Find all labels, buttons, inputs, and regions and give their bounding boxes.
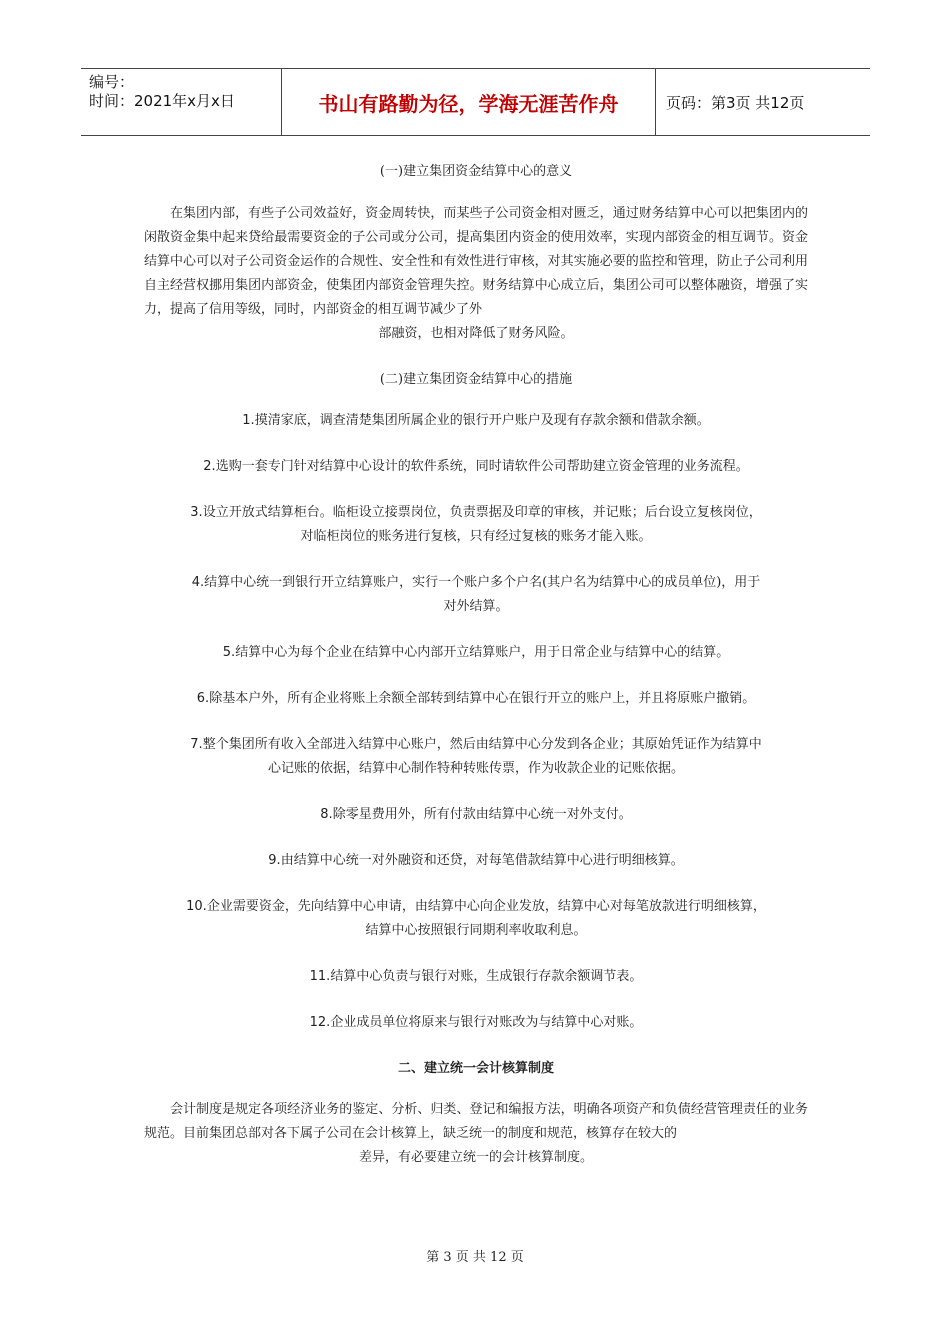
list-item-number: 7. bbox=[190, 737, 203, 752]
list-item-number: 4. bbox=[191, 575, 205, 590]
document-body bbox=[144, 158, 808, 1170]
list-item bbox=[144, 733, 808, 781]
list-item-number: 8. bbox=[320, 807, 333, 822]
header-page-label: 页码：第3页 共12页 bbox=[666, 93, 805, 112]
section-paragraph-1-last-line: 部融资，也相对降低了财务风险。 bbox=[378, 326, 574, 341]
list-item bbox=[144, 409, 808, 433]
list-item-number: 10. bbox=[186, 899, 207, 914]
list-item-line bbox=[144, 525, 808, 549]
list-item-line bbox=[144, 1011, 808, 1035]
list-item-number: 2. bbox=[203, 459, 216, 474]
section-heading-3: 二、建立统一会计核算制度 bbox=[397, 1061, 554, 1076]
list-item-number: 1. bbox=[242, 413, 255, 428]
list-item-text: 摸清家底，调查清楚集团所属企业的银行开户账户及现有存款余额和借款余额。 bbox=[254, 413, 710, 428]
page-footer: 第 3 页 共 12 页 bbox=[426, 1250, 524, 1265]
list-item-text: 除零星费用外，所有付款由结算中心统一对外支付。 bbox=[332, 807, 632, 822]
list-item-text: 选购一套专门针对结算中心设计的软件系统，同时请软件公司帮助建立资金管理的业务流程。 bbox=[215, 459, 749, 474]
list-item bbox=[144, 687, 808, 711]
list-item bbox=[144, 571, 808, 619]
list-item-line bbox=[144, 455, 808, 479]
list-item-number: 3. bbox=[190, 505, 203, 520]
list-item-text: 由结算中心统一对外融资和还贷，对每笔借款结算中心进行明细核算。 bbox=[280, 853, 684, 868]
list-item-line bbox=[144, 571, 808, 595]
header-meta bbox=[81, 69, 281, 135]
list-item-text: 对外结算。 bbox=[443, 599, 509, 614]
document-date-label: 时间：2021年x月x日 bbox=[89, 92, 235, 110]
list-item-line bbox=[144, 919, 808, 943]
list-item bbox=[144, 1011, 808, 1035]
list-item-text: 除基本户外，所有企业将账上余额全部转到结算中心在银行开立的账户上，并且将原账户撤销。 bbox=[209, 691, 756, 706]
section-paragraph-3: 会计制度是规定各项经济业务的鉴定、分析、归类、登记和编报方法，明确各项资产和负债经营管理责任的业务规范。目前集团总部对各下属子公司在会计核算上，缺乏统一的制度和规范，核算存在较大的 bbox=[144, 1102, 808, 1141]
list-item-number: 5. bbox=[222, 645, 236, 660]
section-paragraph-3-last-line: 差异，有必要建立统一的会计核算制度。 bbox=[358, 1150, 593, 1165]
list-item-number: 12. bbox=[309, 1015, 331, 1030]
list-item-text: 企业成员单位将原来与银行对账改为与结算中心对账。 bbox=[330, 1015, 643, 1030]
page-header bbox=[81, 68, 870, 136]
list-item-text: 设立开放式结算柜台。临柜设立接票岗位，负责票据及印章的审核，并记账；后台设立复核岗位， bbox=[202, 505, 762, 520]
list-item-number: 9. bbox=[268, 853, 281, 868]
list-item-line bbox=[144, 501, 808, 525]
list-item-line bbox=[144, 641, 808, 665]
list-item-number: 11. bbox=[309, 969, 331, 984]
list-item-text: 整个集团所有收入全部进入结算中心账户，然后由结算中心分发到各企业；其原始凭证作为结算中 bbox=[202, 737, 762, 752]
section-heading-1: (一)建立集团资金结算中心的意义 bbox=[379, 164, 573, 179]
list-item-line bbox=[144, 409, 808, 433]
list-item bbox=[144, 895, 808, 943]
list-item-number: 6. bbox=[196, 691, 210, 706]
header-motto: 书山有路勤为径，学海无涯苦作舟 bbox=[281, 69, 656, 135]
list-item-line bbox=[144, 687, 808, 711]
list-item-text: 心记账的依据，结算中心制作特种转账传票，作为收款企业的记账依据。 bbox=[267, 761, 684, 776]
section-heading-2: (二)建立集团资金结算中心的措施 bbox=[379, 372, 573, 387]
list-item-line bbox=[144, 733, 808, 757]
list-item-text: 结算中心负责与银行对账，生成银行存款余额调节表。 bbox=[330, 969, 643, 984]
list-item-line bbox=[144, 849, 808, 873]
list-item bbox=[144, 849, 808, 873]
list-item bbox=[144, 965, 808, 989]
list-item-line bbox=[144, 595, 808, 619]
list-item-text: 结算中心按照银行同期利率收取利息。 bbox=[365, 923, 587, 938]
list-item bbox=[144, 501, 808, 549]
document-number-label: 编号： bbox=[89, 73, 135, 91]
list-item-line bbox=[144, 895, 808, 919]
measures-list bbox=[144, 409, 808, 1035]
list-item bbox=[144, 455, 808, 479]
list-item-text: 对临柜岗位的账务进行复核，只有经过复核的账务才能入账。 bbox=[300, 529, 652, 544]
list-item-line bbox=[144, 757, 808, 781]
list-item-text: 结算中心为每个企业在结算中心内部开立结算账户，用于日常企业与结算中心的结算。 bbox=[235, 645, 730, 660]
list-item-line bbox=[144, 965, 808, 989]
list-item bbox=[144, 641, 808, 665]
section-paragraph-1: 在集团内部，有些子公司效益好，资金周转快，而某些子公司资金相对匮乏，通过财务结算中心可以把集团内的闲散资金集中起来贷给最需要资金的子公司或分公司，提高集团内资金的使用效率，实现内部资金的相互调节。资金结算中心可以对子公司资金运作的合规性、安全性和有效性进行审核，对其实施必要的监控和管理，防止子公司利用自主经营权挪用集团内部资金，使集团内部资金管理失控。财务结算中心成立后，集团公司可以整体融资，增强了实力，提高了信用等级，同时，内部资金的相互调节减少了外 bbox=[144, 206, 808, 317]
list-item bbox=[144, 803, 808, 827]
list-item-text: 结算中心统一到银行开立结算账户，实行一个账户多个户名(其户名为结算中心的成员单位)，用于 bbox=[204, 575, 761, 590]
list-item-text: 企业需要资金，先向结算中心申请，由结算中心向企业发放，结算中心对每笔放款进行明细核算， bbox=[206, 899, 766, 914]
list-item-line bbox=[144, 803, 808, 827]
